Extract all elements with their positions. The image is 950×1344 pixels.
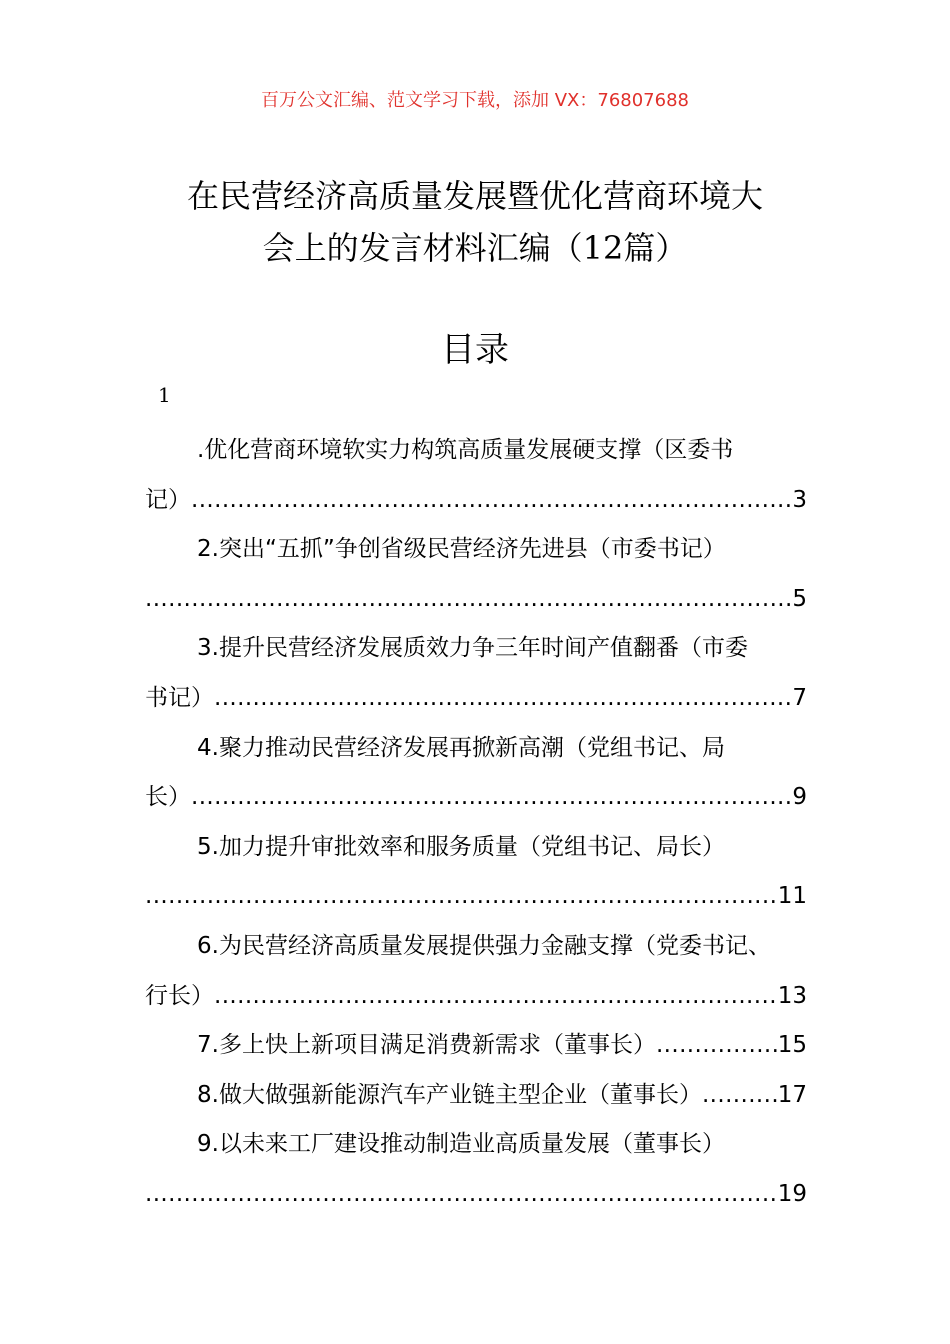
toc-leader-dots	[656, 1021, 778, 1071]
toc-entry-line-1: 2.突出“五抓”争创省级民营经济先进县（市委书记）	[197, 536, 726, 563]
toc-leader-dots	[702, 1071, 778, 1121]
toc-entry[interactable]	[145, 426, 807, 525]
toc-entry-line-1: 9.以未来工厂建设推动制造业高质量发展（董事长）	[197, 1131, 725, 1158]
toc-entry-page: 17	[777, 1081, 807, 1108]
title-line-2-after: 篇）	[623, 229, 688, 267]
toc-entry[interactable]	[145, 525, 807, 624]
toc-entry-continuation: 记）	[145, 486, 191, 513]
toc-leader-dots	[191, 476, 792, 526]
toc-entry-line-1: 4.聚力推动民营经济发展再掀新高潮（党组书记、局	[197, 734, 725, 761]
title-count: 12	[582, 229, 624, 267]
table-of-contents	[145, 426, 807, 1220]
toc-entry[interactable]	[145, 724, 807, 823]
toc-entry-line-2	[145, 972, 807, 1022]
toc-entry-line-1: 3.提升民营经济发展质效力争三年时间产值翻番（市委	[197, 635, 748, 662]
toc-entry-page: 7	[792, 684, 807, 711]
toc-entry-line-1: 5.加力提升审批效率和服务质量（党组书记、局长）	[197, 833, 725, 860]
document-title	[100, 170, 850, 274]
toc-leader-dots	[214, 972, 778, 1022]
toc-entry-line-1: .优化营商环境软实力构筑高质量发展硬支撑（区委书	[197, 437, 734, 463]
toc-leader-dots	[214, 674, 792, 724]
toc-entry-continuation: 行长）	[145, 982, 214, 1009]
toc-entry-page: 9	[792, 784, 807, 811]
toc-heading: 目录	[441, 330, 509, 370]
toc-entry[interactable]	[145, 1021, 807, 1071]
toc-entry[interactable]	[145, 1120, 807, 1219]
toc-entry-line-2	[145, 1170, 807, 1220]
toc-leader-dots	[145, 1170, 778, 1220]
toc-entry-line-1	[145, 1021, 807, 1071]
toc-entry-continuation: 长）	[145, 784, 191, 811]
toc-entry-line-2	[145, 476, 807, 526]
toc-entry-continuation: 书记）	[145, 684, 214, 711]
toc-entry-text: 8.做大做强新能源汽车产业链主型企业（董事长）	[197, 1081, 702, 1108]
toc-entry-page: 3	[792, 486, 807, 513]
toc-entry-page: 5	[792, 585, 807, 612]
toc-entry[interactable]	[145, 624, 807, 723]
toc-leader-dots	[145, 872, 778, 922]
toc-entry-page: 19	[777, 1180, 807, 1207]
toc-entry-text: 7.多上快上新项目满足消费新需求（董事长）	[197, 1032, 656, 1059]
toc-entry-line-1	[145, 1071, 807, 1121]
toc-entry-line-1: 6.为民营经济高质量发展提供强力金融支撑（党委书记、	[197, 932, 771, 959]
title-line-2-before: 会上的发言材料汇编（	[262, 229, 583, 267]
toc-entry[interactable]	[145, 823, 807, 922]
toc-entry-page: 11	[777, 883, 807, 910]
title-line-1: 在民营经济高质量发展暨优化营商环境大	[186, 177, 763, 215]
toc-entry-line-2	[145, 674, 807, 724]
toc-entry-line-2	[145, 872, 807, 922]
title-line-2	[100, 222, 850, 274]
toc-marker: 1	[158, 383, 171, 407]
toc-leader-dots	[191, 773, 792, 823]
toc-entry-page: 13	[777, 982, 807, 1009]
toc-entry-line-2	[145, 575, 807, 625]
toc-entry-page: 15	[777, 1032, 807, 1059]
toc-entry[interactable]	[145, 922, 807, 1021]
toc-entry[interactable]	[145, 1071, 807, 1121]
toc-leader-dots	[145, 575, 792, 625]
watermark-header: 百万公文汇编、范文学习下载，添加 VX：76807688	[261, 90, 689, 111]
toc-entry-line-2	[145, 773, 807, 823]
